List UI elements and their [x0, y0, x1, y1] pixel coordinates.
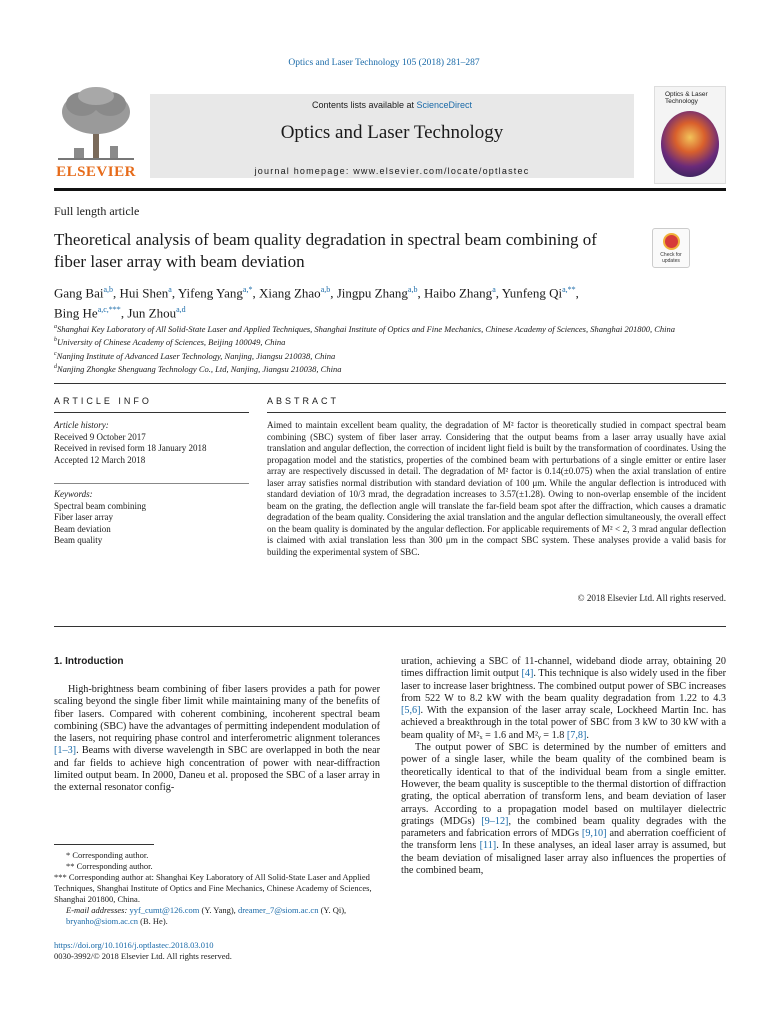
check-updates-icon: [663, 233, 680, 250]
author-affiliation-marker[interactable]: a,b: [320, 285, 331, 294]
sciencedirect-link[interactable]: ScienceDirect: [416, 100, 473, 110]
body-text: . This technique is also widely used in the fiber laser to increase laser brightness. The combined output power of SBC increases from 522 W to 8.2 kW with the beam quality degradation from 1.22 to 4.3: [401, 668, 726, 704]
affiliation-text: Nanjing Zhongke Shenguang Technology Co., Ltd, Nanjing, Jiangsu 210038, China: [57, 363, 342, 374]
email-link[interactable]: dreamer_7@siom.ac.cn: [237, 905, 319, 915]
affiliation-marker: a: [54, 324, 57, 330]
body-right-column: [401, 656, 726, 877]
abstract-copyright: © 2018 Elsevier Ltd. All rights reserved.: [577, 593, 726, 603]
citation-link[interactable]: [1–3]: [54, 745, 77, 757]
body-paragraph: [401, 742, 726, 877]
email-label: E-mail addresses:: [66, 905, 128, 915]
cover-title: Optics & Laser Technology: [665, 91, 708, 105]
author-name[interactable]: Yunfeng Qi: [501, 285, 563, 301]
doi-block: [54, 940, 380, 962]
history-revised: Received in revised form 18 January 2018: [54, 443, 207, 453]
footnote-corresponding-3: *** Corresponding author at: Shanghai Key Laboratory of All Solid-State Laser and Applied Techniques, Shanghai Institute of Optics and Fine Mechanics, Chinese Academy of Sciences, Shanghai 201800, China.: [54, 872, 372, 904]
cover-image: [661, 111, 719, 177]
author-name[interactable]: Bing He: [54, 305, 98, 321]
abstract-text: Aimed to maintain excellent beam quality, the degradation of M² factor is theoretically studied in compact spectral beam combining (SBC) system of fiber laser array. Considering that the output beams from a laser array usually have axial translation and angular deflection, the correction of incident light field is built by the transformation of coordinates. Using the propagation model and the statistics, properties of the combined beam with perturbations of a single emitter or entire laser array are respectively discussed in detail. The degradation of M² factor is 0.14(±0.075) when the axial translation of entire laser array satisfies normal distribution with standard deviation of 100 μm. While the angular deflection is introduced with standard deviation of 10/3 mrad, the degradation increases to 3.57(±1.28). Owing to non-overlap ensemble of the incident beam on the grating, the deflection angle will translate the far-field beam spot after the diffraction, which causes a dramatic degradation of the beam quality. Considering the axial translation and the angular deflection simultaneously, the overall effect on the beam quality is dominated by the angular deflection. For applicable requirements of M² < 2, 3 mrad angular deflection is claimed with axial translation less than 300 μm in the compact SBC system. These analyses provide a valid basis for building the experimental system of SBC.: [267, 420, 726, 557]
journal-homepage[interactable]: journal homepage: www.elsevier.com/locate/optlastec: [254, 166, 530, 176]
affiliation-text: Nanjing Institute of Advanced Laser Technology, Nanjing, Jiangsu 210038, China: [56, 350, 336, 361]
author-affiliation-marker[interactable]: a,b: [407, 285, 418, 294]
author-affiliation-marker[interactable]: a,**: [562, 285, 576, 294]
author-name[interactable]: Xiang Zhao: [258, 285, 321, 301]
author-name[interactable]: Jingpu Zhang: [336, 285, 408, 301]
author-separator: ,: [330, 285, 337, 301]
history-received: Received 9 October 2017: [54, 431, 146, 442]
masthead: [54, 86, 726, 186]
author-affiliation-marker[interactable]: a,d: [176, 305, 186, 315]
affiliation-marker: b: [54, 337, 57, 344]
email-owner: (Y. Yang),: [199, 905, 238, 915]
body-text: . In these analyses, an ideal laser array is assumed, but the beam deviation of misaligned laser array also influences the properties of the combined beam,: [401, 840, 726, 877]
history-accepted: Accepted 12 March 2018: [54, 454, 146, 465]
article-info-rule: [54, 412, 249, 413]
author-separator: ,: [417, 285, 424, 301]
email-owner: (B. He).: [138, 916, 168, 926]
contents-line: [150, 100, 634, 110]
author-affiliation-marker[interactable]: a,b: [103, 285, 114, 294]
body-text: The output power of SBC is determined by the number of emitters and power of a single laser, while the beam quality of the combined beam is theoretically identical to that of the individual beam from a single emitter. However, the beam quality is susceptible to the thermal distortion of diffraction grating, the optical aberration of transform lens, and beam deviation of laser arrays. According to a propagation model based on multilayer dielectric gratings (MDGs): [401, 742, 726, 827]
footnotes: [54, 850, 380, 927]
intro-text: . Beams with diverse wavelength in SBC are overlapped in both the near and far fields to achieve high concentration of power with near-diffraction limited output beam. In 2000, Daneu et al. proposed the SBC of a laser array in the external resonator config-: [54, 745, 380, 794]
contents-prefix: Contents lists available at: [311, 100, 417, 110]
keywords-heading: Keywords:: [54, 489, 93, 499]
author-name[interactable]: Hui Shen: [119, 285, 169, 301]
body-left-column: [54, 684, 380, 795]
author-affiliation-marker[interactable]: a,c,***: [97, 305, 121, 315]
affiliation-item: [54, 349, 734, 362]
author-separator: ,: [575, 285, 579, 301]
affiliation-marker: c: [54, 350, 57, 357]
footnote-corresponding-1: * Corresponding author.: [66, 850, 149, 860]
elsevier-wordmark: ELSEVIER: [56, 164, 136, 180]
body-text: . With the expansion of the laser array scale, Lockheed Martin Inc. has achieved a breakthrough in the total power of SBC from 3 kW to 30 kW with a beam quality of M²ₓ = 1.6 and M²ᵧ = 1.8: [401, 705, 726, 741]
journal-reference[interactable]: Optics and Laser Technology 105 (2018) 281–287: [288, 58, 480, 68]
citation-link[interactable]: [9,10]: [581, 828, 607, 840]
citation-link[interactable]: [5,6]: [401, 705, 421, 717]
article-history: [54, 420, 249, 466]
keyword-item: Beam deviation: [54, 523, 111, 534]
body-text: .: [586, 729, 589, 741]
abstract-rule: [267, 412, 726, 413]
affiliations: [54, 322, 734, 375]
affiliation-marker: d: [54, 363, 57, 370]
citation-link[interactable]: [4]: [521, 668, 534, 680]
footnote-corresponding-2: ** Corresponding author.: [66, 861, 153, 871]
citation-link[interactable]: [9–12]: [481, 815, 509, 827]
footnote-rule: [54, 844, 154, 845]
author-affiliation-marker[interactable]: a: [492, 285, 496, 294]
author-separator: ,: [120, 305, 128, 321]
info-top-divider: [54, 383, 726, 384]
keyword-item: Beam quality: [54, 535, 103, 545]
affiliation-item: [54, 335, 734, 348]
elsevier-logo[interactable]: [54, 86, 138, 184]
body-paragraph: [401, 656, 726, 742]
section-heading-introduction: 1. Introduction: [54, 656, 124, 667]
abstract-heading: ABSTRACT: [267, 396, 340, 406]
journal-cover-thumbnail[interactable]: [654, 86, 726, 184]
author-name[interactable]: Gang Bai: [54, 285, 104, 301]
citation-link[interactable]: [11]: [479, 840, 497, 852]
doi-link[interactable]: https://doi.org/10.1016/j.optlastec.2018.03.010: [54, 940, 214, 950]
header-divider: [54, 188, 726, 191]
keywords-divider: [54, 483, 249, 484]
author-name[interactable]: Haibo Zhang: [423, 285, 493, 301]
elsevier-tree-icon: [54, 86, 138, 164]
email-link[interactable]: bryanho@siom.ac.cn: [66, 916, 139, 926]
email-link[interactable]: yyf_cumt@126.com: [129, 905, 200, 915]
footnote-emails: [54, 905, 380, 927]
affiliation-text: Shanghai Key Laboratory of All Solid-State Laser and Applied Techniques, Shanghai Institute of Optics and Fine Mechanics, Chinese Academy of Sciences, Shanghai 201800, China: [57, 323, 675, 334]
affiliation-item: [54, 322, 734, 335]
journal-name: Optics and Laser Technology: [280, 122, 504, 143]
issn-line: 0030-3992/© 2018 Elsevier Ltd. All rights reserved.: [54, 951, 232, 961]
journal-banner: [150, 94, 634, 178]
intro-paragraph: [54, 684, 380, 795]
citation-link[interactable]: [7,8]: [566, 729, 587, 741]
email-owner: (Y. Qi),: [318, 905, 347, 915]
author-name[interactable]: Yifeng Yang: [177, 285, 243, 301]
body-text: and aberration coefficient of the transform lens: [401, 828, 727, 852]
history-heading: Article history:: [54, 420, 109, 430]
body-text: , the combined beam quality degrades with the parameters and fabrication errors of MDGs: [401, 815, 726, 840]
keyword-item: Spectral beam combining: [54, 500, 146, 511]
author-separator: ,: [113, 285, 120, 301]
author-affiliation-marker[interactable]: a,*: [242, 285, 253, 294]
check-for-updates-label: Check for updates: [660, 252, 682, 264]
affiliation-text: University of Chinese Academy of Sciences, Beijing 100049, China: [57, 337, 286, 348]
article-info-heading: ARTICLE INFO: [54, 396, 152, 406]
article-title: Theoretical analysis of beam quality degradation in spectral beam combining of fiber laser array with beam deviation: [54, 230, 597, 271]
author-separator: ,: [252, 285, 259, 301]
author-separator: ,: [495, 285, 502, 301]
author-separator: ,: [171, 285, 178, 301]
abstract-bottom-divider: [54, 626, 726, 627]
check-for-updates-button[interactable]: [652, 228, 690, 268]
author-name[interactable]: Jun Zhou: [127, 305, 177, 321]
keyword-item: Fiber laser array: [54, 512, 113, 522]
intro-text: High-brightness beam combining of fiber lasers provides a path for power scaling beyond the single fiber limit while maintaining many of the benefits of fiber lasers. Compared with coherent combining, incoherent spectral beam combining (SBC) have the advantages of permitting independent modulation of the lasers, not requiring phase control and interferometric alignment tolerances: [54, 684, 380, 745]
author-list: [54, 281, 714, 322]
keywords: [54, 489, 249, 547]
author-affiliation-marker[interactable]: a: [168, 285, 172, 294]
affiliation-item: [54, 362, 734, 375]
article-type: Full length article: [54, 204, 140, 218]
body-text: uration, achieving a SBC of 11-channel, wideband diode array, obtaining 20 times diffraction limit output: [401, 656, 726, 680]
